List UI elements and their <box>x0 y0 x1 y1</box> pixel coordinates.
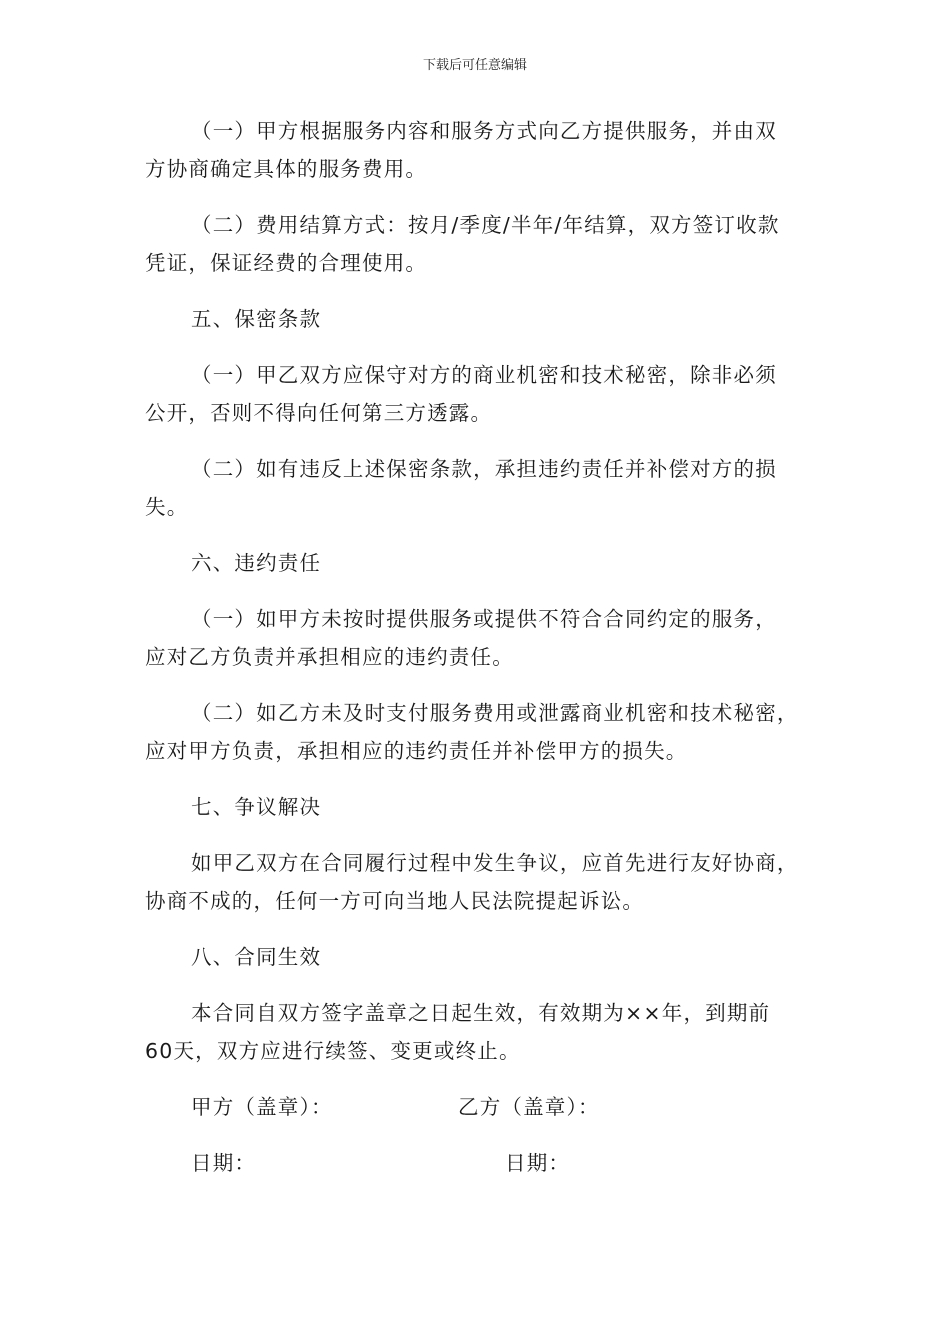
text-line: 如甲乙双方在合同履行过程中发生争议，应首先进行友好协商， <box>191 851 799 875</box>
text-line: 方协商确定具体的服务费用。 <box>145 157 428 181</box>
text-line: 应对甲方负责，承担相应的违约责任并补偿甲方的损失。 <box>145 739 688 763</box>
section-heading-7 <box>145 788 810 826</box>
clause-8 <box>145 994 810 1070</box>
party-b-seal-label: 乙方（盖章）： <box>458 1095 600 1119</box>
signature-seal-row <box>145 1088 810 1126</box>
text-line: （一）甲方根据服务内容和服务方式向乙方提供服务，并由双 <box>191 119 777 143</box>
heading-text: 五、保密条款 <box>191 307 322 331</box>
party-a-seal-label: 甲方（盖章）： <box>191 1095 333 1119</box>
clause-5-1 <box>145 356 810 432</box>
text-line: （一）甲乙双方应保守对方的商业机密和技术秘密，除非必须 <box>191 363 777 387</box>
heading-text: 八、合同生效 <box>191 945 322 969</box>
text-line: （二）如有违反上述保密条款，承担违约责任并补偿对方的损 <box>191 457 777 481</box>
text-line: 凭证，保证经费的合理使用。 <box>145 251 428 275</box>
clause-4-2 <box>145 206 810 282</box>
text-line: 本合同自双方签字盖章之日起生效，有效期为××年，到期前 <box>191 1001 771 1025</box>
party-b-date-label: 日期： <box>505 1151 571 1175</box>
text-line: （二）如乙方未及时支付服务费用或泄露商业机密和技术秘密， <box>191 701 799 725</box>
party-a-date-label: 日期： <box>191 1151 257 1175</box>
signature-date-row <box>145 1144 810 1182</box>
heading-text: 六、违约责任 <box>191 551 322 575</box>
document-body <box>145 112 810 1200</box>
heading-text: 七、争议解决 <box>191 795 322 819</box>
text-line: （一）如甲方未按时提供服务或提供不符合合同约定的服务， <box>191 607 777 631</box>
text-line: 协商不成的，任何一方可向当地人民法院提起诉讼。 <box>145 889 645 913</box>
text-line: （二）费用结算方式：按月/季度/半年/年结算，双方签订收款 <box>191 213 780 237</box>
clause-6-2 <box>145 694 810 770</box>
section-heading-6 <box>145 544 810 582</box>
clause-6-1 <box>145 600 810 676</box>
text-line: 60天，双方应进行续签、变更或终止。 <box>145 1039 521 1063</box>
text-line: 公开，否则不得向任何第三方透露。 <box>145 401 493 425</box>
text-line: 应对乙方负责并承担相应的违约责任。 <box>145 645 514 669</box>
clause-4-1 <box>145 112 810 188</box>
text-line: 失。 <box>145 495 189 519</box>
section-heading-8 <box>145 938 810 976</box>
section-heading-5 <box>145 300 810 338</box>
clause-5-2 <box>145 450 810 526</box>
page-header: 下载后可任意编辑 <box>422 58 527 73</box>
clause-7 <box>145 844 810 920</box>
